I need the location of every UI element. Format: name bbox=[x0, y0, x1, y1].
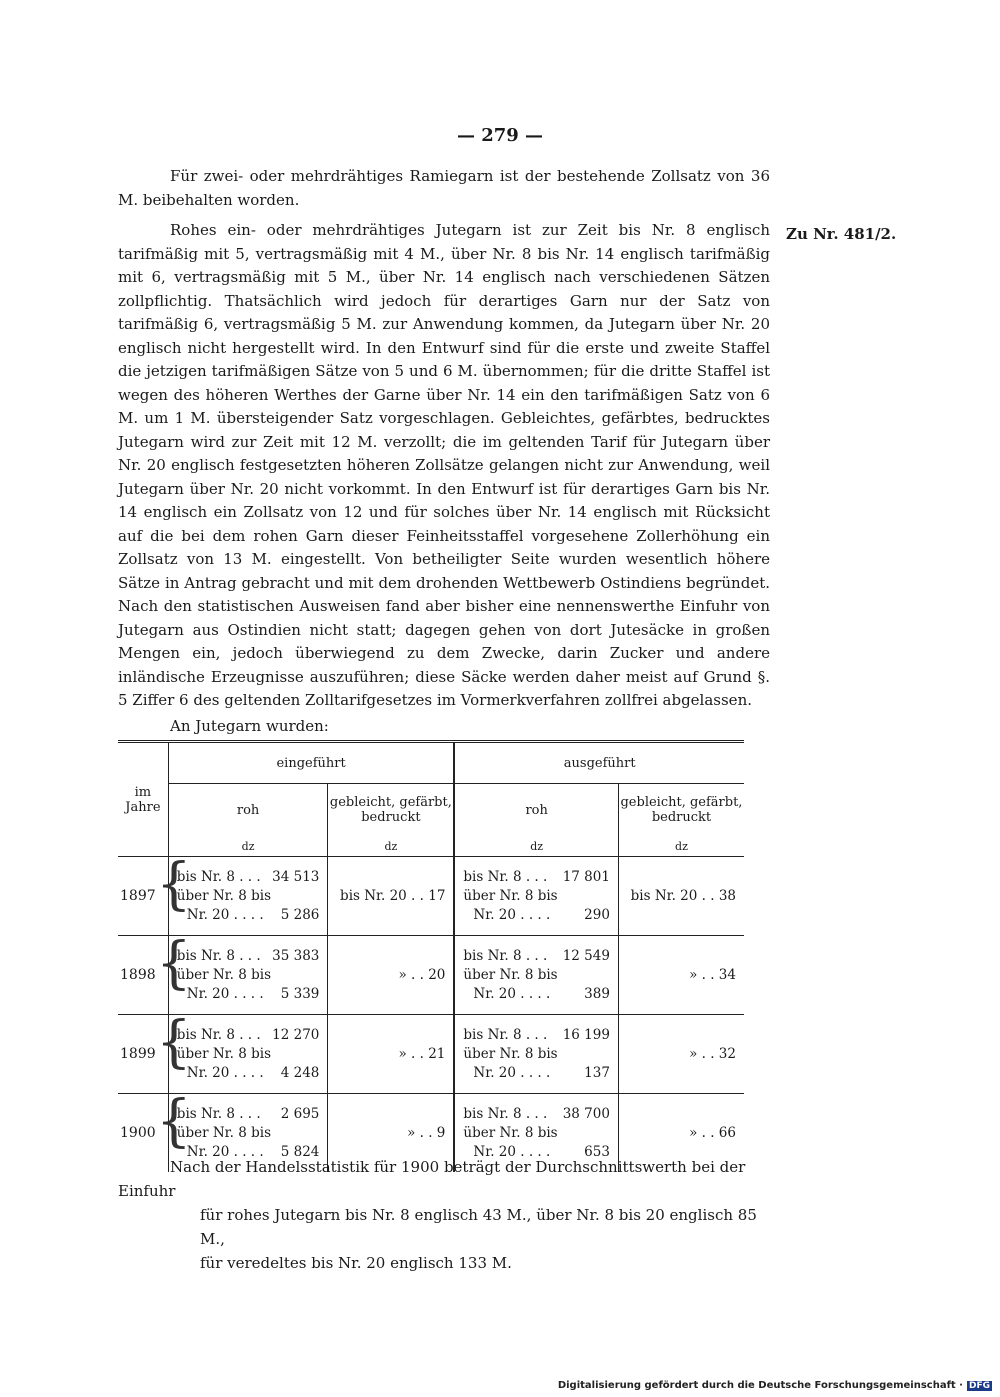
export-bleached-cell: bis Nr. 20 . . 38 bbox=[618, 857, 744, 936]
range-label: bis Nr. 8 . . . bbox=[463, 947, 548, 964]
value: 653 bbox=[584, 1143, 610, 1160]
import-group-header bbox=[168, 742, 454, 784]
year-header bbox=[118, 742, 168, 857]
dfg-logo: DFG bbox=[968, 1381, 990, 1391]
year-value: 1900 bbox=[120, 1125, 156, 1141]
range-label: über Nr. 8 bis bbox=[463, 966, 558, 983]
import-bleached-header bbox=[328, 784, 455, 837]
range-label: Nr. 20 . . . . bbox=[186, 906, 264, 923]
after-line: für veredeltes bis Nr. 20 englisch 133 M. bbox=[200, 1254, 512, 1272]
range-label: Nr. 20 . . . . bbox=[473, 985, 551, 1002]
range-label: über Nr. 8 bis bbox=[176, 966, 272, 983]
export-roh-cell bbox=[454, 936, 618, 1015]
year-cell bbox=[118, 1010, 192, 1094]
range-label: Nr. 20 . . . . bbox=[473, 1064, 551, 1081]
value: 5 824 bbox=[280, 1143, 320, 1160]
year-cell bbox=[118, 852, 192, 936]
import-bleached-cell: » . . 9 bbox=[328, 1094, 455, 1173]
year-cell bbox=[118, 931, 192, 1015]
range-label: Nr. 20 . . . . bbox=[186, 985, 264, 1002]
value: 38 700 bbox=[562, 1105, 610, 1122]
year-value: 1897 bbox=[120, 888, 156, 904]
range-label: über Nr. 8 bis bbox=[176, 1124, 272, 1141]
table-row bbox=[118, 936, 744, 1015]
range-label: über Nr. 8 bis bbox=[463, 1045, 558, 1062]
export-bleached-header bbox=[618, 784, 744, 837]
import-bleached-cell: » . . 20 bbox=[328, 936, 455, 1015]
range-label: über Nr. 8 bis bbox=[176, 887, 272, 904]
import-roh-header bbox=[168, 784, 328, 837]
value: 290 bbox=[584, 906, 610, 923]
paragraph-jutegarn bbox=[118, 219, 770, 713]
range-label: Nr. 20 . . . . bbox=[473, 1143, 551, 1160]
export-group-header bbox=[454, 742, 744, 784]
col-label: roh bbox=[236, 802, 260, 818]
brace-icon: { bbox=[156, 1089, 192, 1154]
value: 35 383 bbox=[272, 947, 320, 964]
col-label: roh bbox=[525, 802, 548, 818]
unit-label: dz bbox=[454, 836, 618, 857]
value: 17 801 bbox=[562, 868, 610, 885]
unit-label: dz bbox=[618, 836, 744, 857]
unit-label: dz bbox=[328, 836, 455, 857]
range-label: Nr. 20 . . . . bbox=[473, 906, 551, 923]
range-label: bis Nr. 8 . . . bbox=[176, 868, 261, 885]
range-label: Nr. 20 . . . . bbox=[186, 1143, 264, 1160]
table-intro: An Jutegarn wurden: bbox=[170, 717, 329, 735]
paragraph-text: Für zwei- oder mehrdrähtiges Ramiegarn ist der bestehende Zollsatz von 36 M. beibehalten worden. bbox=[118, 167, 770, 209]
export-bleached-cell: » . . 32 bbox=[618, 1015, 744, 1094]
footer-text: Digitalisierung gefördert durch die Deutsche Forschungsgemeinschaft · bbox=[557, 1380, 963, 1391]
year-header-text: im Jahre bbox=[125, 784, 161, 815]
range-label: bis Nr. 8 . . . bbox=[176, 1105, 261, 1122]
margin-note: Zu Nr. 481/2. bbox=[786, 225, 897, 243]
export-label: ausgeführt bbox=[563, 755, 636, 771]
value: 4 248 bbox=[280, 1064, 320, 1081]
after-line: für rohes Jutegarn bis Nr. 8 englisch 43 M., über Nr. 8 bis 20 englisch 85 M., bbox=[200, 1206, 757, 1248]
import-bleached-cell: » . . 21 bbox=[328, 1015, 455, 1094]
col-label: gebleicht, gefärbt, bedruckt bbox=[620, 795, 743, 825]
value: 2 695 bbox=[280, 1105, 320, 1122]
year-value: 1898 bbox=[120, 967, 156, 983]
unit-label: dz bbox=[168, 836, 328, 857]
range-label: bis Nr. 8 . . . bbox=[463, 1105, 548, 1122]
value: 16 199 bbox=[562, 1026, 610, 1043]
export-bleached-cell: » . . 34 bbox=[618, 936, 744, 1015]
export-roh-header bbox=[454, 784, 618, 837]
year-value: 1899 bbox=[120, 1046, 156, 1062]
import-label: eingeführt bbox=[276, 755, 346, 771]
paragraph-ramiegarn bbox=[118, 165, 770, 212]
range-label: bis Nr. 8 . . . bbox=[176, 947, 261, 964]
brace-icon: { bbox=[156, 852, 192, 917]
page-number: — 279 — bbox=[456, 125, 544, 146]
import-bleached-cell: bis Nr. 20 . . 17 bbox=[328, 857, 455, 936]
brace-icon: { bbox=[156, 1010, 192, 1075]
value: 5 286 bbox=[280, 906, 320, 923]
export-roh-cell bbox=[454, 857, 618, 936]
range-label: über Nr. 8 bis bbox=[463, 887, 558, 904]
value: 34 513 bbox=[272, 868, 320, 885]
range-label: bis Nr. 8 . . . bbox=[463, 868, 548, 885]
range-label: bis Nr. 8 . . . bbox=[463, 1026, 548, 1043]
import-roh-cell bbox=[168, 1015, 328, 1094]
paragraph-text: Rohes ein- oder mehrdrähtiges Jutegarn ist zur Zeit bis Nr. 8 englisch tarifmäßig mit 5, vertragsmäßig mit 4 M., über Nr. 8 bis Nr. 14 englisch tarifmäßig mit 6, vertragsmäßig mit 5 M., über Nr. 14 englisch nach verschiedenen Sätzen zollpflichtig. Thatsächlich wird jedoch für derartiges Garn nur der Satz von tarifmäßig 6, vertragsmäßig 5 M. zur Anwendung kommen, da Jutegarn über Nr. 20 englisch nicht hergestellt wird. In den Entwurf sind für die erste und zweite Staffel die jetzigen tarifmäßigen Sätze von 5 und 6 M. übernommen; für die dritte Staffel ist wegen des höheren Werthes der Garne über Nr. 14 ein den tarifmäßigen Satz von 6 M. um 1 M. übersteigender Satz vorgeschlagen. Gebleichtes, gefärbtes, bedrucktes Jutegarn wird zur Zeit mit 12 M. verzollt; die im geltenden Tarif für Jutegarn über Nr. 20 englisch festgesetzten höheren Zollsätze gelangen nicht zur Anwendung, weil Jutegarn über Nr. 20 nicht vorkommt. In den Entwurf ist für derartiges Garn bis Nr. 14 englisch ein Zollsatz von 12 und für solches über Nr. 14 englisch mit Rücksicht auf die bei dem rohen Garn dieser Feinheitsstaffel vorgesehene Zollerhöhung ein Zollsatz von 13 M. eingestellt. Von betheiligter Seite wurden wesentlich höhere Sätze in Antrag gebracht und mit dem drohenden Wettbewerb Ostindiens begründet. Nach den statistischen Ausweisen fand aber bisher eine nennenswerthe Einfuhr von Jutegarn aus Ostindien nicht statt; dagegen gehen von dort Jutesäcke in großen Mengen ein, jedoch überwiegend zu dem Zwecke, darin Zucker und andere inländische Erzeugnisse auszuführen; diese Säcke werden daher meist auf Grund §. 5 Ziffer 6 des geltenden Zolltarifgesetzes im Vormerkverfahren zollfrei abgelassen. bbox=[118, 221, 770, 709]
range-label: über Nr. 8 bis bbox=[176, 1045, 272, 1062]
col-label: gebleicht, gefärbt, bedruckt bbox=[329, 795, 452, 825]
range-label: Nr. 20 . . . . bbox=[186, 1064, 264, 1081]
value: 12 549 bbox=[562, 947, 610, 964]
value: 137 bbox=[584, 1064, 610, 1081]
export-bleached-cell: » . . 66 bbox=[618, 1094, 744, 1173]
table-row bbox=[118, 857, 744, 936]
import-roh-cell bbox=[168, 857, 328, 936]
export-roh-cell bbox=[454, 1015, 618, 1094]
range-label: bis Nr. 8 . . . bbox=[176, 1026, 261, 1043]
value: 5 339 bbox=[280, 985, 320, 1002]
after-line: Nach der Handelsstatistik für 1900 beträgt der Durchschnittswerth bei der Einfuhr bbox=[118, 1158, 746, 1200]
after-table-text bbox=[118, 1155, 778, 1275]
jutegarn-table bbox=[118, 740, 744, 1172]
value: 12 270 bbox=[272, 1026, 320, 1043]
brace-icon: { bbox=[156, 931, 192, 996]
import-roh-cell bbox=[168, 936, 328, 1015]
range-label: über Nr. 8 bis bbox=[463, 1124, 558, 1141]
table-row bbox=[118, 1015, 744, 1094]
footer-credit bbox=[558, 1380, 992, 1391]
value: 389 bbox=[584, 985, 610, 1002]
